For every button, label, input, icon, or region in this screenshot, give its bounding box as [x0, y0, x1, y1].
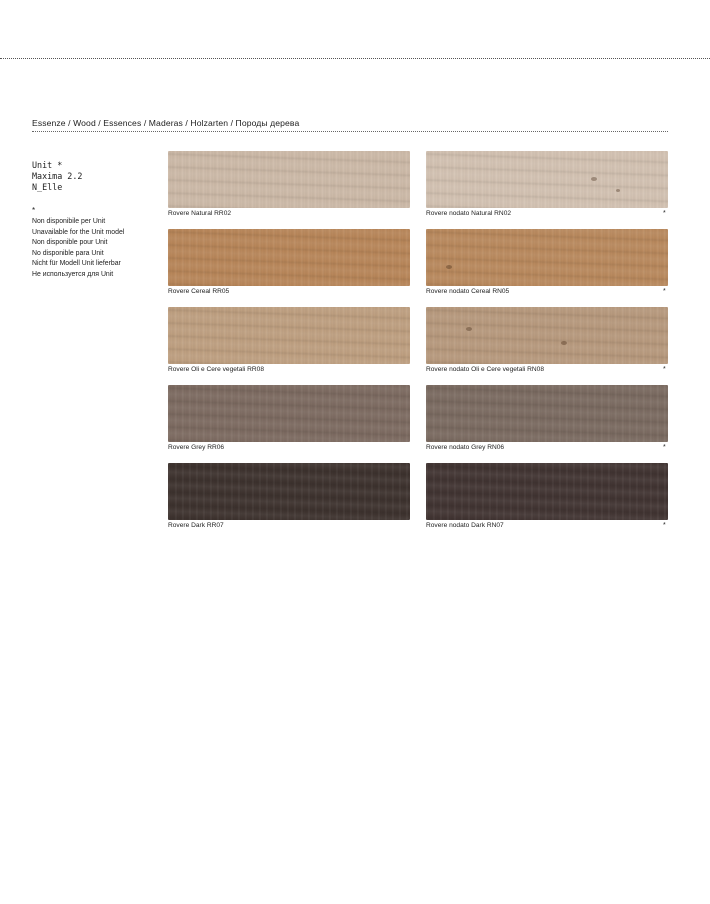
unavailable-marker: * — [663, 210, 666, 217]
model-name: Unit * — [32, 160, 63, 170]
availability-notes — [32, 217, 162, 280]
wood-swatch — [426, 229, 668, 286]
model-list — [32, 160, 162, 193]
section-dotted-divider — [32, 131, 668, 132]
swatch-label: Rovere nodato Natural RN02 — [426, 210, 512, 217]
swatch-label: Rovere Dark RR07 — [168, 522, 224, 529]
section-title: Essenze / Wood / Essences / Maderas / Holzarten / Породы дерева — [32, 118, 300, 128]
wood-swatch — [426, 151, 668, 208]
wood-swatch — [168, 307, 410, 364]
wood-swatch — [168, 229, 410, 286]
note-marker: * — [32, 206, 36, 215]
top-dotted-divider — [0, 58, 710, 59]
wood-swatch — [426, 385, 668, 442]
wood-swatch — [168, 151, 410, 208]
note-line: Unavailable for the Unit model — [32, 228, 125, 236]
unavailable-marker: * — [663, 288, 666, 295]
sidebar — [32, 160, 162, 280]
note-line: No disponible para Unit — [32, 249, 104, 257]
swatch-label: Rovere Grey RR06 — [168, 444, 225, 451]
note-line: Не используется для Unit — [32, 270, 114, 278]
wood-swatch — [426, 463, 668, 520]
unavailable-marker: * — [663, 444, 666, 451]
swatch-label: Rovere nodato Grey RN06 — [426, 444, 505, 451]
swatch-label: Rovere Oli e Cere vegetali RR08 — [168, 366, 265, 373]
model-name: N_Elle — [32, 182, 63, 192]
model-name: Maxima 2.2 — [32, 171, 83, 181]
swatch-label: Rovere Cereal RR05 — [168, 288, 230, 295]
wood-swatch — [426, 307, 668, 364]
unavailable-marker: * — [663, 366, 666, 373]
swatch-label: Rovere Natural RR02 — [168, 210, 232, 217]
note-line: Nicht für Modell Unit lieferbar — [32, 260, 121, 267]
swatch-label: Rovere nodato Oli e Cere vegetali RN08 — [426, 366, 545, 373]
swatch-label: Rovere nodato Cereal RN05 — [426, 288, 510, 295]
wood-swatch — [168, 385, 410, 442]
unavailable-marker: * — [663, 522, 666, 529]
swatch-label: Rovere nodato Dark RN07 — [426, 522, 504, 529]
note-line: Non disponible pour Unit — [32, 239, 108, 246]
note-line: Non disponibile per Unit — [32, 218, 106, 225]
wood-swatch — [168, 463, 410, 520]
